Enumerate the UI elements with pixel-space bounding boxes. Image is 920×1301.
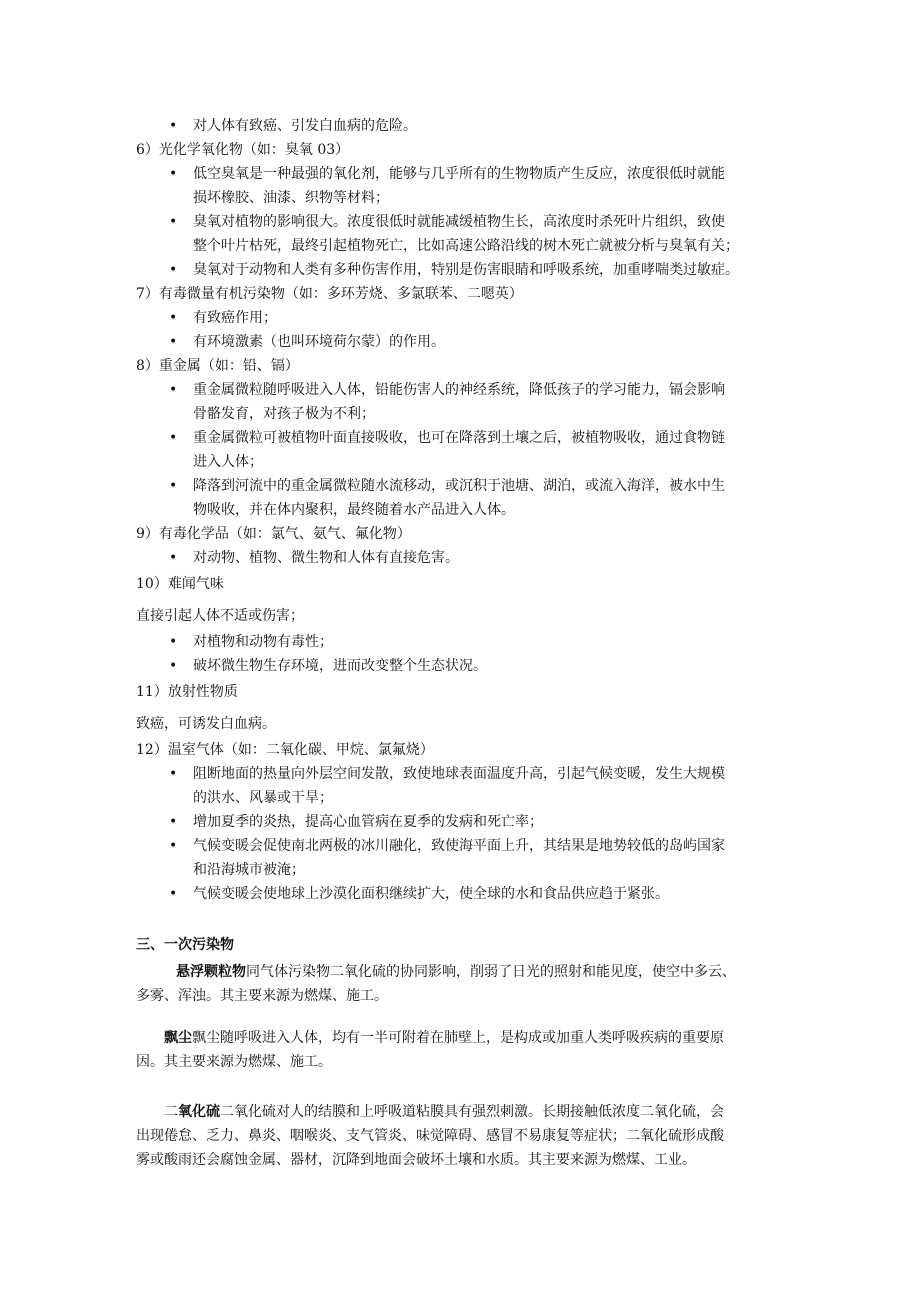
list-item-text: 降落到河流中的重金属微粒随水流移动，或沉积于池塘、湖泊，或流入海洋，被水中生 [193,478,725,494]
list-item-text: 破坏微生物生存环境，进而改变整个生态状况。 [193,658,487,674]
list-item-text: 气候变暖会促使南北两极的冰川融化，致使海平面上升，其结果是地势较低的岛屿国家 [193,838,725,854]
list-item-text: 对动物、植物、微生物和人体有直接危害。 [193,550,459,566]
bullet-marker: • [169,886,178,902]
bullet-marker: • [169,658,178,674]
bullet-marker: • [169,550,178,566]
paragraph-sulfur-dioxide-line-1 [164,1102,724,1122]
list-item-text: 骨骼发育，对孩子极为不利； [193,406,375,422]
list-item-text: 重金属微粒可被植物叶面直接吸收，也可在降落到土壤之后，被植物吸收，通过食物链 [193,430,725,446]
list-item-text: 臭氧对植物的影响很大。浓度很低时就能减缓植物生长，高浓度时杀死叶片组织，致使 [193,214,725,230]
bullet-marker: • [169,310,178,326]
paragraph-suspended-particles-line-1 [176,962,736,982]
list-heading: 9）有毒化学品（如：氯气、氨气、氟化物） [136,526,411,542]
list-item-text: 和沿海城市被淹； [193,862,305,878]
paragraph-text: 二氧化硫对人的结膜和上呼吸道粘膜具有强烈刺激。长期接触低浓度二氧化硫，会 [220,1104,724,1120]
list-item-text: 低空臭氧是一种最强的氧化剂，能够与几乎所有的生物物质产生反应，浓度很低时就能 [193,166,725,182]
section-heading: 三、一次污染物 [136,937,234,953]
term-suspended-particles: 悬浮颗粒物 [176,964,246,980]
list-heading: 11）放射性物质 [136,684,238,700]
bullet-marker: • [169,838,178,854]
plain-text-line: 直接引起人体不适或伤害； [136,608,304,624]
paragraph-sulfur-dioxide-line-3: 雾或酸雨还会腐蚀金属、器材，沉降到地面会破坏土壤和水质。其主要来源为燃煤、工业。 [136,1152,696,1168]
paragraph-text: 飘尘随呼吸进入人体，均有一半可附着在肺壁上，是构成或加重人类呼吸疾病的重要原 [192,1030,724,1046]
bullet-marker: • [169,166,178,182]
list-item-text: 整个叶片枯死，最终引起植物死亡，比如高速公路沿线的树木死亡就被分析与臭氧有关； [193,238,739,254]
bullet-marker: • [169,214,178,230]
list-heading: 12）温室气体（如：二氧化碳、甲烷、氯氟烧） [136,742,434,758]
paragraph-lead-char: 二 [164,1104,178,1120]
bullet-marker: • [169,334,178,350]
bullet-marker: • [169,814,178,830]
list-heading: 10）难闻气味 [136,576,224,592]
list-item-text: 气候变暖会使地球上沙漠化面积继续扩大，使全球的水和食品供应趋于紧张。 [193,886,669,902]
plain-text-line: 致癌，可诱发白血病。 [136,716,276,732]
bullet-marker: • [169,478,178,494]
list-item-text: 臭氧对于动物和人类有多种伤害作用，特别是伤害眼睛和呼吸系统，加重哮喘类过敏症。 [193,262,739,278]
list-item-text: 增加夏季的炎热，提高心血管病在夏季的发病和死亡率； [193,814,543,830]
paragraph-sulfur-dioxide-line-2: 出现倦怠、乏力、鼻炎、咽喉炎、支气管炎、味觉障碍、感冒不易康复等症状；二氧化硫形成酸 [136,1128,724,1144]
bullet-marker: • [169,118,178,134]
list-heading: 8）重金属（如：铅、镉） [136,358,299,374]
paragraph-suspended-particles-line-2: 多雾、浑浊。其主要来源为燃煤、施工。 [136,988,388,1004]
list-item-text: 物吸收，并在体内聚积，最终随着水产品进入人体。 [193,502,515,518]
term-sulfur-dioxide: 氧化硫 [178,1104,220,1120]
list-item-text: 对植物和动物有毒性； [193,634,333,650]
list-item-text: 进入人体； [193,454,263,470]
term-floating-dust: 飘尘 [164,1030,192,1046]
bullet-marker: • [169,430,178,446]
paragraph-text: 同气体污染物二氧化硫的协同影响，削弱了日光的照射和能见度，使空中多云、 [246,964,736,980]
paragraph-floating-dust-line-1 [164,1028,724,1048]
list-item-text: 有环境激素（也叫环境荷尔蒙）的作用。 [193,334,445,350]
list-item-text: 损坏橡胶、油漆、织物等材料； [193,190,389,206]
list-item-text: 重金属微粒随呼吸进入人体，铅能伤害人的神经系统，降低孩子的学习能力，镉会影响 [193,382,725,398]
list-item-text: 对人体有致癌、引发白血病的危险。 [193,118,417,134]
bullet-marker: • [169,634,178,650]
list-item-text: 阻断地面的热量向外层空间发散，致使地球表面温度升高，引起气候变暖，发生大规模 [193,766,725,782]
list-item-text: 有致癌作用； [193,310,277,326]
paragraph-floating-dust-line-2: 因。其主要来源为燃煤、施工。 [136,1054,332,1070]
bullet-marker: • [169,766,178,782]
list-heading: 7）有毒微量有机污染物（如：多环芳烧、多氯联苯、二嗯英） [136,286,523,302]
bullet-marker: • [169,382,178,398]
list-item-text: 的洪水、风暴或干旱； [193,790,333,806]
bullet-marker: • [169,262,178,278]
list-heading: 6）光化学氧化物（如：臭氧 03） [136,142,350,158]
